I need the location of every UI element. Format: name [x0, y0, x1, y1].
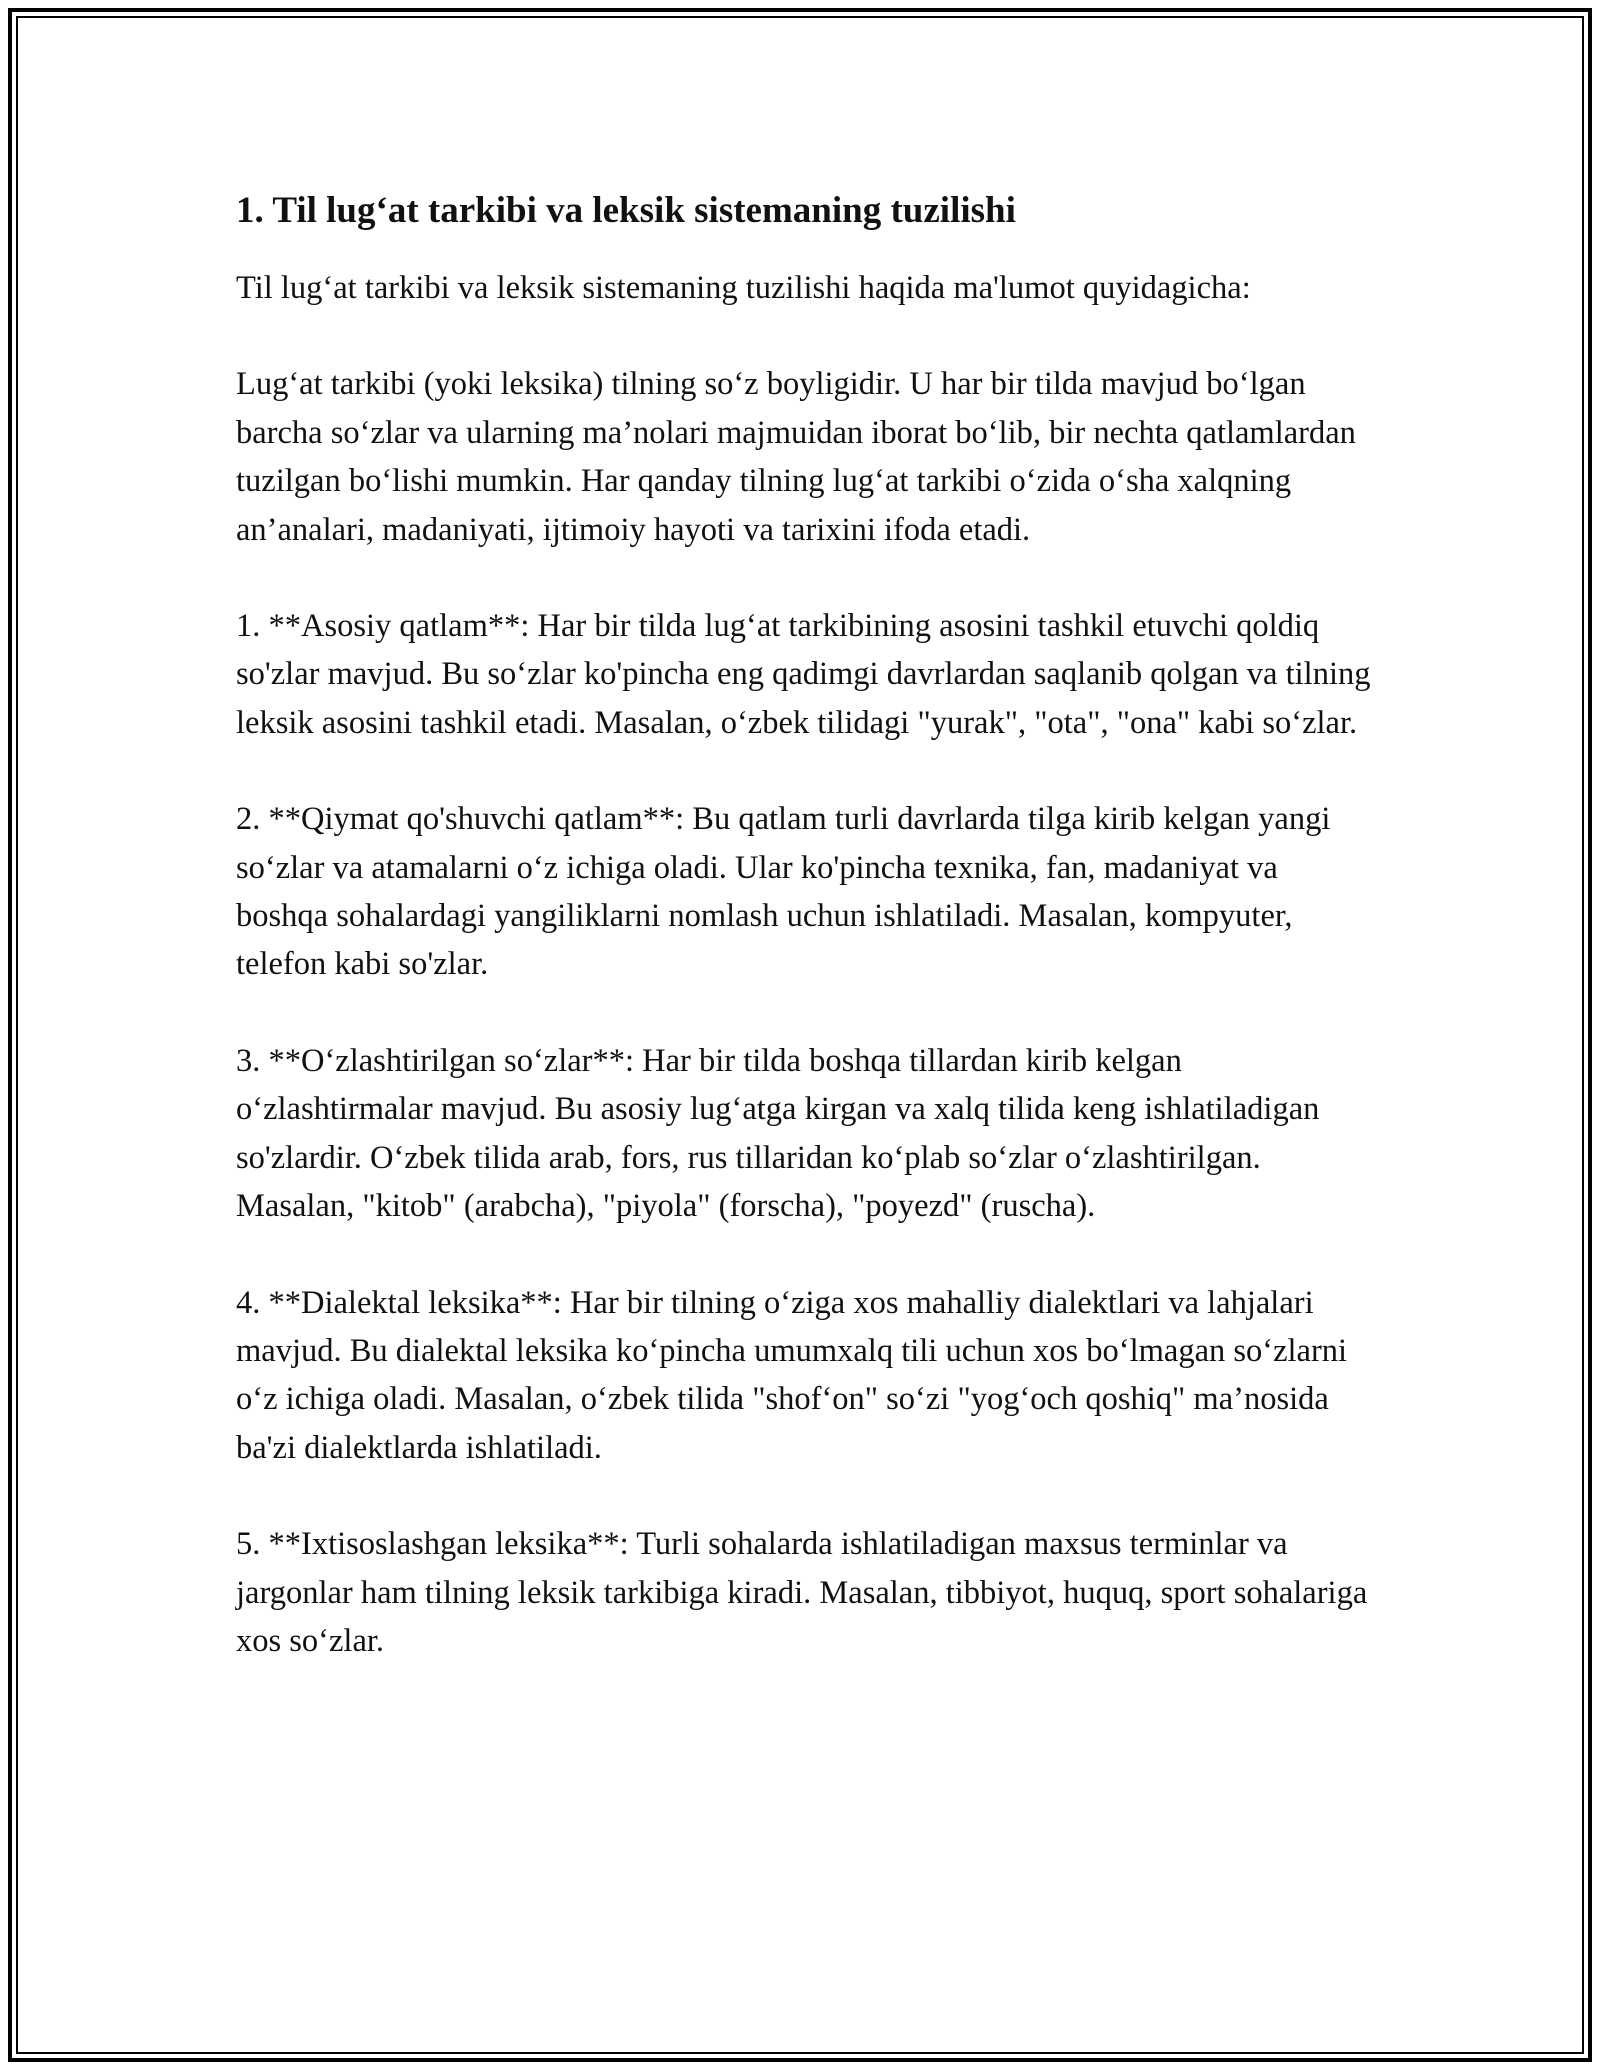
list-item-value-adding-layer: 2. **Qiymat qo'shuvchi qatlam**: Bu qatlam turli davrlarda tilga kirib kelgan yangi so‘zlar va atamalarni o‘z ichiga oladi. Ular ko'pincha texnika, fan, madaniyat va boshqa sohalardagi yangiliklarni nomlash uchun ishlatiladi. Masalan, kompyuter, telefon kabi so'zlar.: [236, 801, 1331, 983]
intro-paragraph: Til lug‘at tarkibi va leksik sistemaning tuzilishi haqida ma'lumot quyidagicha:: [236, 270, 1251, 306]
document-title: 1. Til lug‘at tarkibi va leksik sistemaning tuzilishi: [236, 190, 1016, 231]
list-item-borrowed-words: 3. **O‘zlashtirilgan so‘zlar**: Har bir tilda boshqa tillardan kirib kelgan o‘zlashtirmalar mavjud. Bu asosiy lug‘atga kirgan va xalq tilida keng ishlatiladigan so'zlardir. O‘zbek tilida arab, fors, rus tillaridan ko‘plab so‘zlar o‘zlashtirilgan. Masalan, "kitob" (arabcha), "piyola" (forscha), "poyezd" (ruscha).: [236, 1042, 1320, 1225]
definition-paragraph: Lug‘at tarkibi (yoki leksika) tilning so‘z boyligidir. U har bir tilda mavjud bo‘lgan barcha so‘zlar va ularning ma’nolari majmuidan iborat bo‘lib, bir nechta qatlamlardan tuzilgan bo‘lishi mumkin. Har qanday tilning lug‘at tarkibi o‘zida o‘sha xalqning an’analari, madaniyati, ijtimoiy hayoti va tarixini ifoda etadi.: [236, 366, 1356, 548]
list-item-dialectal-lexicon: 4. **Dialektal leksika**: Har bir tilning o‘ziga xos mahalliy dialektlari va lahjalari mavjud. Bu dialektal leksika ko‘pincha umumxalq tili uchun xos bo‘lmagan so‘zlarni o‘z ichiga oladi. Masalan, o‘zbek tilida "shof‘on" so‘zi "yog‘och qoshiq" ma’nosida ba'zi dialektlarda ishlatiladi.: [236, 1284, 1348, 1466]
list-item-basic-layer: 1. **Asosiy qatlam**: Har bir tilda lug‘at tarkibining asosini tashkil etuvchi qoldiq so'zlar mavjud. Bu so‘zlar ko'pincha eng qadimgi davrlardan saqlanib qolgan va tilning leksik asosini tashkil etadi. Masalan, o‘zbek tilidagi "yurak", "ota", "ona" kabi so‘zlar.: [236, 608, 1371, 741]
list-item-specialized-lexicon: 5. **Ixtisoslashgan leksika**: Turli sohalarda ishlatiladigan maxsus terminlar va jargonlar ham tilning leksik tarkibiga kiradi. Masalan, tibbiyot, huquq, sport sohalariga xos so‘zlar.: [236, 1526, 1368, 1659]
document-body: [236, 186, 1376, 1665]
